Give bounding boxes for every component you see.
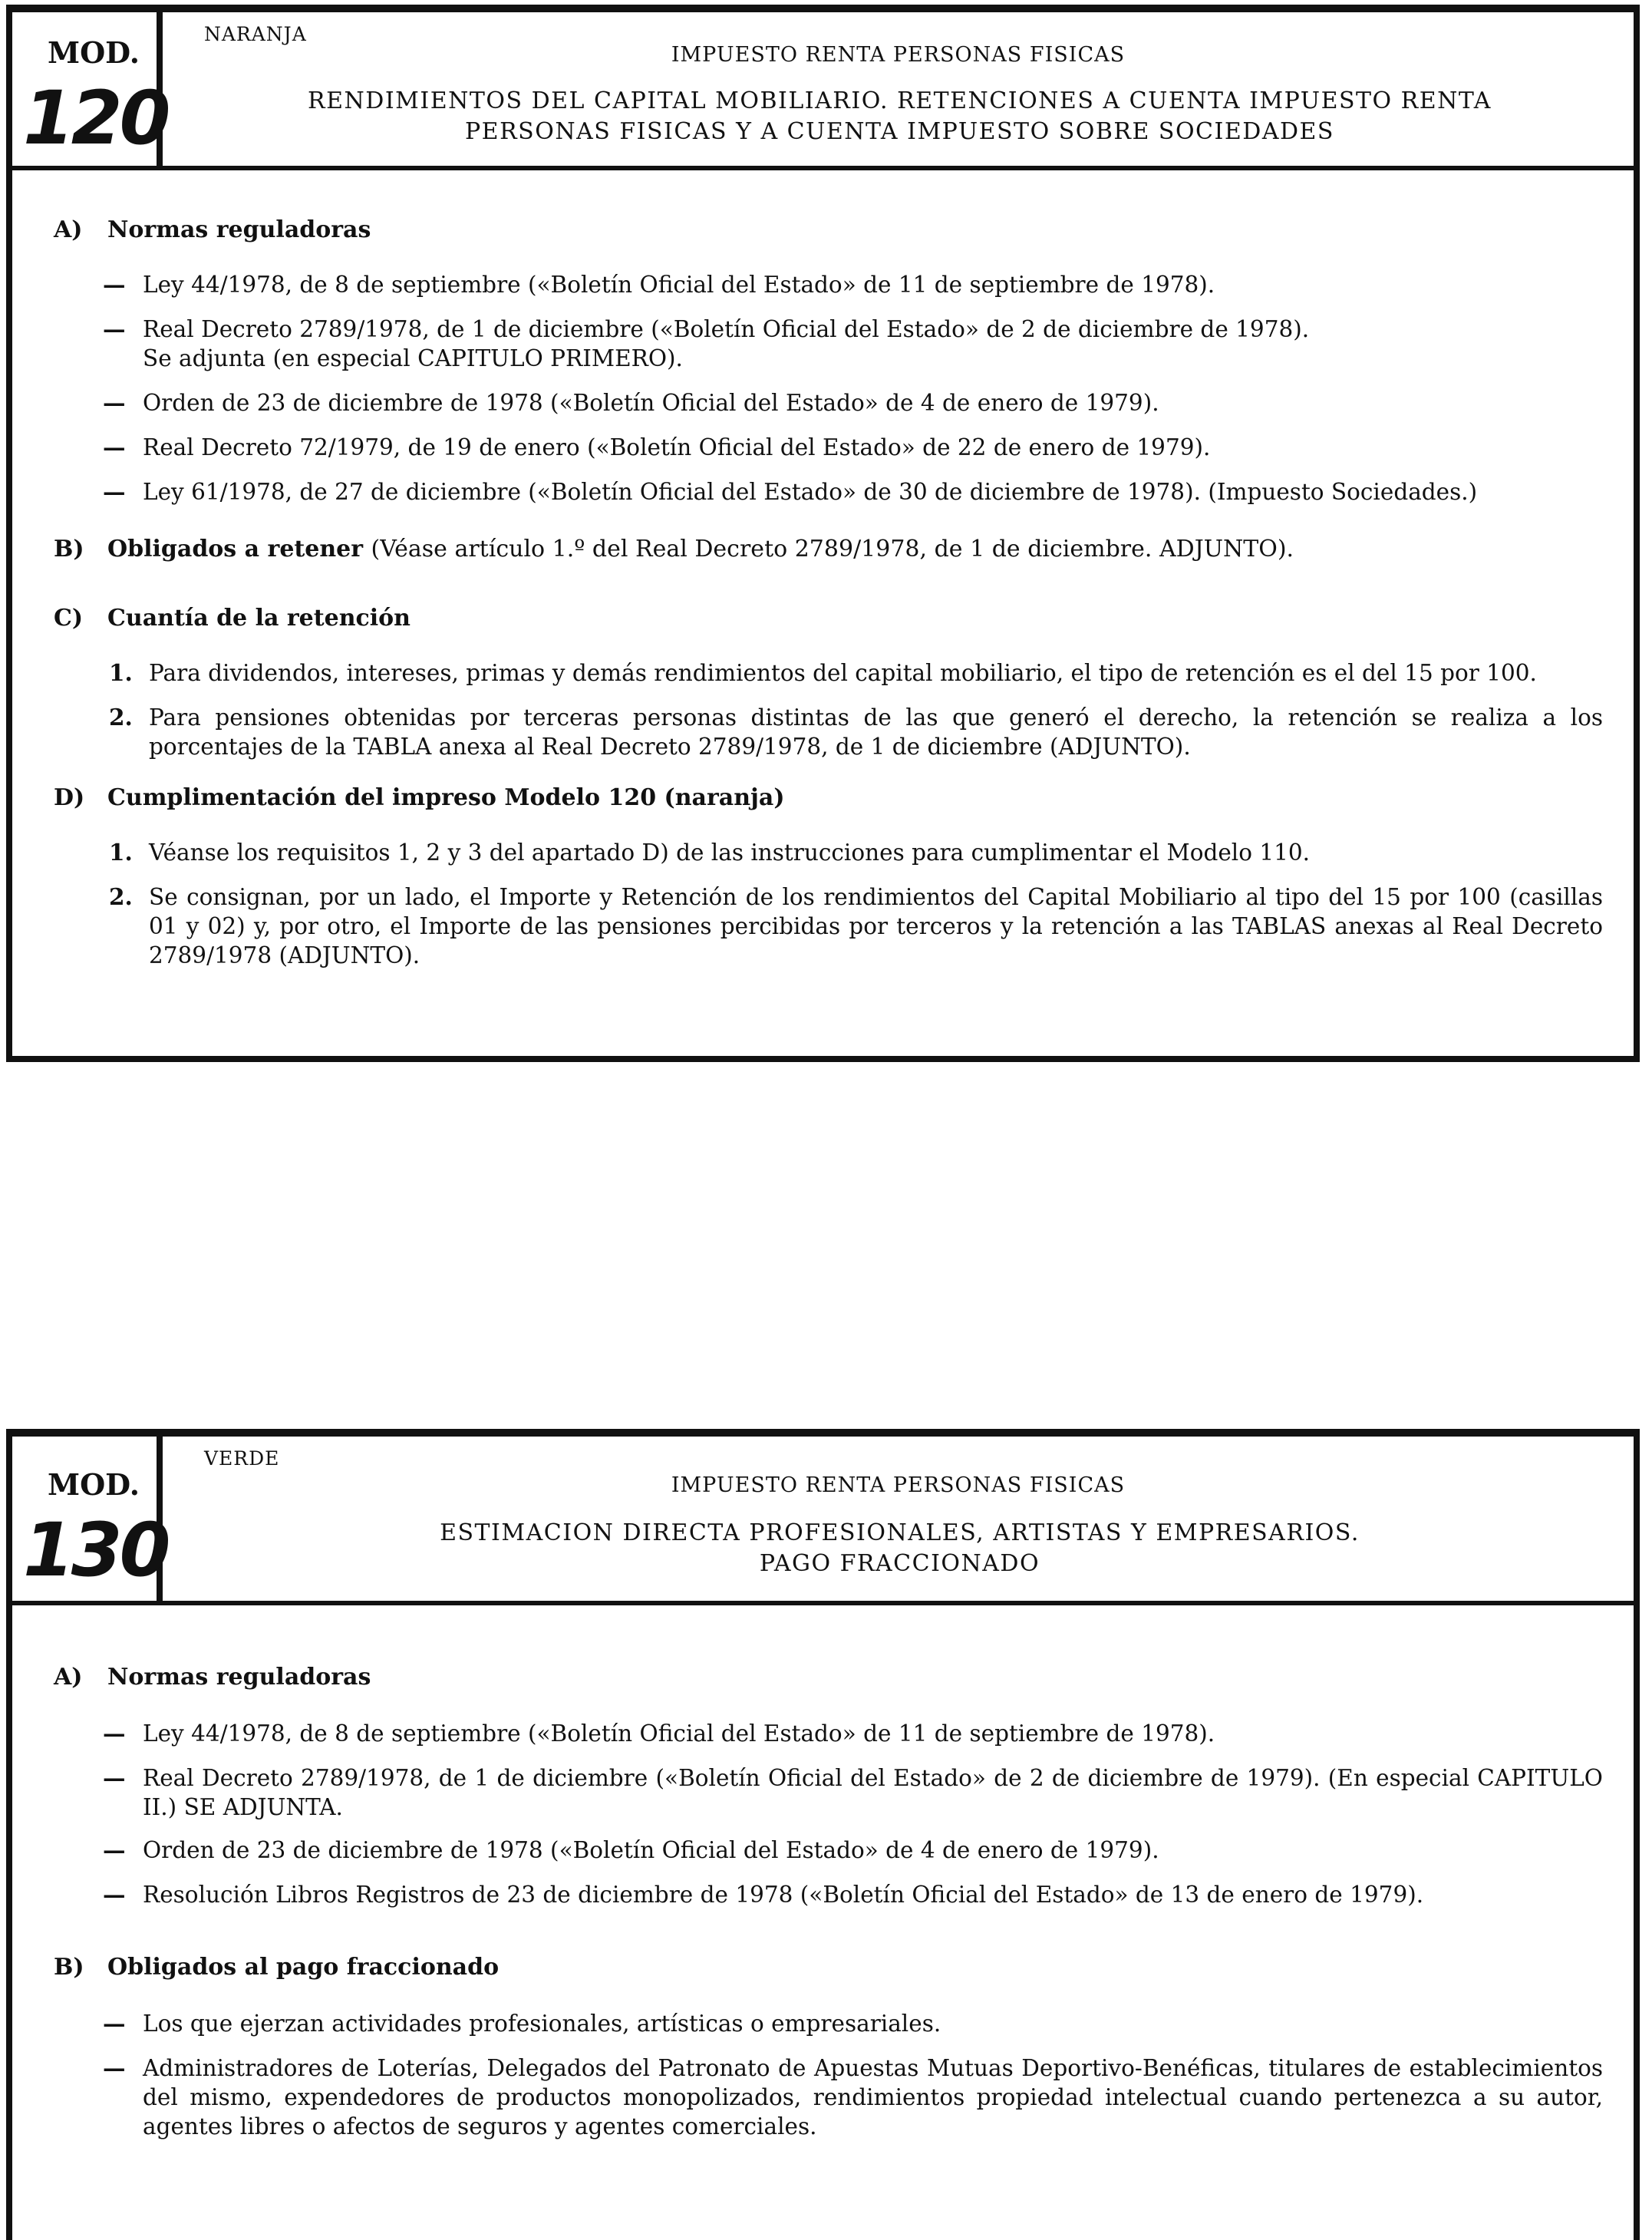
form-subtitle [189, 1518, 1611, 1579]
section-heading [54, 536, 1294, 562]
model-cell [12, 1437, 168, 1601]
model-label: MOD. [48, 1467, 140, 1502]
section-letter: C) [54, 605, 84, 632]
section-letter: B) [54, 1954, 84, 1981]
numbered-item: 2. Para pensiones obtenidas por terceras personas distintas de las que generó el derecho, la retención se realiza a los porcentajes de la TABLA anexa al Real Decreto 2789/1978, de 1 de diciembre (ADJUNTO). [109, 704, 1603, 760]
list-item: — Ley 61/1978, de 27 de diciembre («Boletín Oficial del Estado» de 30 de diciembre de 1978). (Impuesto Sociedades.) [103, 478, 1478, 505]
model-label: MOD. [48, 35, 140, 70]
model-number: 130 [23, 1507, 168, 1593]
section-title: Obligados a retener [107, 536, 364, 562]
list-item: — Real Decreto 72/1979, de 19 de enero («Boletín Oficial del Estado» de 22 de enero de 1979). [103, 434, 1211, 460]
section-title: Normas reguladoras [107, 1664, 371, 1691]
dash-bullet: — [103, 2054, 126, 2081]
subtitle-line: PERSONAS FISICAS Y A CUENTA IMPUESTO SOBRE SOCIEDADES [465, 118, 1334, 145]
section-letter: B) [54, 536, 84, 562]
list-item: — Real Decreto 2789/1978, de 1 de diciembre («Boletín Oficial del Estado» de 2 de diciembre de 1979). (En especial CAPITULO II.) SE ADJUNTA. [103, 1764, 1603, 1820]
list-item: — Ley 44/1978, de 8 de septiembre («Boletín Oficial del Estado» de 11 de septiembre de 1978). [103, 1720, 1215, 1747]
list-item: — Los que ejerzan actividades profesionales, artísticas o empresariales. [103, 2010, 941, 2037]
dash-bullet: — [103, 315, 126, 342]
section-heading [54, 605, 411, 632]
section-letter: A) [54, 216, 83, 243]
list-item: — Orden de 23 de diciembre de 1978 («Boletín Oficial del Estado» de 4 de enero de 1979). [103, 389, 1159, 416]
section-title: Cuantía de la retención [107, 605, 411, 632]
form-header [12, 12, 1634, 170]
tax-title: IMPUESTO RENTA PERSONAS FISICAS [671, 1473, 1126, 1497]
section-heading [54, 1664, 371, 1691]
list-item: — Real Decreto 2789/1978, de 1 de diciembre («Boletín Oficial del Estado» de 2 de diciembre de 1978). [103, 315, 1310, 342]
dash-bullet: — [103, 434, 126, 460]
list-item: — Resolución Libros Registros de 23 de diciembre de 1978 («Boletín Oficial del Estado» de 13 de enero de 1979). [103, 1881, 1424, 1908]
section-title: Obligados al pago fraccionado [107, 1954, 500, 1981]
form-color: NARANJA [204, 23, 307, 45]
numbered-item: 2. Se consignan, por un lado, el Importe y Retención de los rendimientos del Capital Mobiliario al tipo del 15 por 100 (casillas 01 y 02) y, por otro, el Importe de las pensiones percibidas por terceros y la retención a las TABLAS anexas al Real Decreto 2789/1978 (ADJUNTO). [109, 883, 1603, 968]
dash-bullet: — [103, 1720, 126, 1747]
form-color: VERDE [204, 1447, 280, 1470]
list-item-continuation: Se adjunta (en especial CAPITULO PRIMERO). [143, 345, 683, 371]
numbered-item: 1. Véanse los requisitos 1, 2 y 3 del apartado D) de las instrucciones para cumplimentar el Modelo 110. [109, 839, 1311, 866]
subtitle-line: ESTIMACION DIRECTA PROFESIONALES, ARTISTAS Y EMPRESARIOS. [440, 1519, 1360, 1546]
list-item: — Administradores de Loterías, Delegados del Patronato de Apuestas Mutuas Deportivo-Benéficas, titulares de establecimientos del mismo, expendedores de productos monopolizados, rendimientos propiedad intelectual cuando pertenezca a su autor, agentes libres o afectos de seguros y agentes comerciales. [103, 2054, 1603, 2139]
section-letter: A) [54, 1664, 83, 1691]
list-item: — Orden de 23 de diciembre de 1978 («Boletín Oficial del Estado» de 4 de enero de 1979). [103, 1836, 1159, 1863]
form-120-box [6, 5, 1640, 1062]
subtitle-line: PAGO FRACCIONADO [759, 1550, 1040, 1577]
section-letter: D) [54, 784, 85, 811]
section-title: Normas reguladoras [107, 216, 371, 243]
dash-bullet: — [103, 1881, 126, 1908]
section-title: Cumplimentación del impreso Modelo 120 (naranja) [107, 784, 785, 811]
model-cell [12, 12, 168, 166]
dash-bullet: — [103, 2010, 126, 2037]
dash-bullet: — [103, 478, 126, 505]
tax-title: IMPUESTO RENTA PERSONAS FISICAS [671, 43, 1126, 67]
form-header [12, 1437, 1634, 1605]
section-heading [54, 784, 785, 811]
form-subtitle [189, 86, 1611, 147]
subtitle-line: RENDIMIENTOS DEL CAPITAL MOBILIARIO. RETENCIONES A CUENTA IMPUESTO RENTA [308, 87, 1492, 114]
model-number: 120 [23, 75, 168, 161]
section-heading [54, 1954, 499, 1981]
list-item: — Ley 44/1978, de 8 de septiembre («Boletín Oficial del Estado» de 11 de septiembre de 1978). [103, 271, 1215, 298]
dash-bullet: — [103, 1836, 126, 1863]
form-130-box [6, 1429, 1640, 2240]
dash-bullet: — [103, 1764, 126, 1791]
section-note: (Véase artículo 1.º del Real Decreto 2789/1978, de 1 de diciembre. ADJUNTO). [371, 536, 1294, 562]
dash-bullet: — [103, 271, 126, 298]
section-heading [54, 216, 371, 243]
numbered-item: 1. Para dividendos, intereses, primas y demás rendimientos del capital mobiliario, el tipo de retención es el del 15 por 100. [109, 659, 1537, 686]
dash-bullet: — [103, 389, 126, 416]
